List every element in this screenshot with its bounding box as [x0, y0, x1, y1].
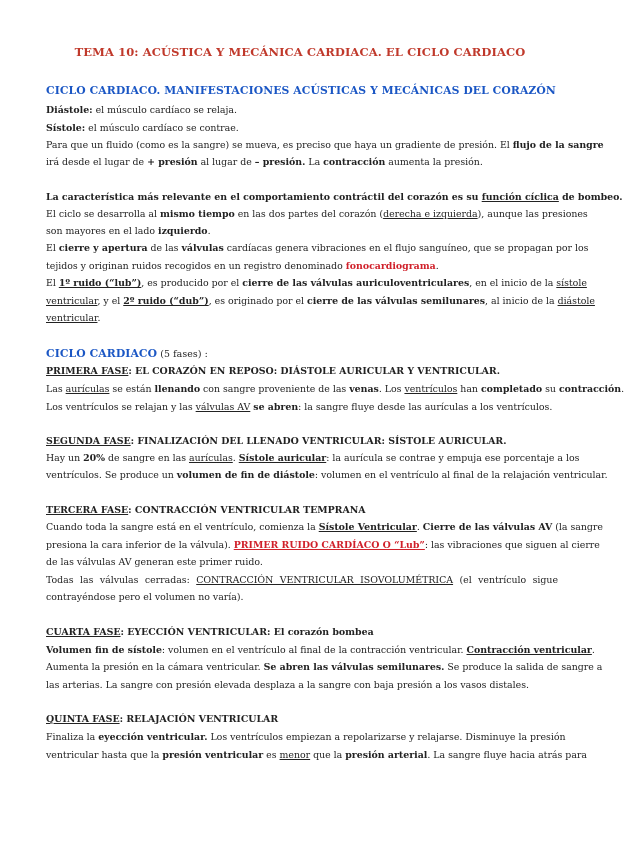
- text-span: volumen de fin de diástole: [176, 470, 315, 481]
- text-span: 20%: [83, 453, 106, 464]
- text-span: .: [416, 522, 423, 533]
- text-span: cierre de las válvulas auriculoventriculares: [242, 278, 470, 289]
- paragraph-line: [46, 226, 558, 238]
- paragraph-line: [46, 123, 558, 135]
- text-span: válvulas: [181, 243, 224, 254]
- text-span: mismo tiempo: [159, 209, 235, 220]
- phase-heading-1: [46, 366, 558, 378]
- section-heading-manifestaciones: CICLO CARDIACO. MANIFESTACIONES ACÚSTICAS Y MECÁNICAS DEL CORAZÓN: [46, 84, 556, 97]
- paragraph-line: [46, 243, 589, 255]
- paragraph-line: [46, 157, 558, 169]
- text-span: se abren: [253, 402, 299, 413]
- text-span: . La sangre fluye hacia atrás para: [427, 750, 587, 761]
- text-span: Sístole Ventricular: [318, 522, 417, 533]
- text-span: han: [457, 384, 481, 395]
- text-span: menor: [279, 750, 311, 761]
- text-span: es: [263, 750, 280, 761]
- paragraph-line: [46, 453, 580, 465]
- paragraph-line: [46, 750, 587, 762]
- paragraph-line: [46, 645, 595, 657]
- text-span: de bombeo.: [558, 192, 623, 203]
- text-span: 2º ruido (“dub”): [123, 296, 209, 307]
- text-span: El: [46, 278, 59, 289]
- text-span: El ciclo se desarrolla al: [46, 209, 160, 220]
- phase-heading-2: [46, 436, 558, 448]
- text-span: : volumen en el ventrículo al final de la relajación ventricular.: [314, 470, 608, 481]
- text-span: , es originado por el: [208, 296, 307, 307]
- text-span: cardíacas genera vibraciones en el flujo sanguíneo, que se propagan por los: [223, 243, 589, 254]
- text-span: Sístole auricular: [238, 453, 327, 464]
- text-span: que la: [310, 750, 346, 761]
- text-span: : CONTRACCIÓN VENTRICULAR TEMPRANA: [128, 505, 366, 516]
- term-diastole: Diástole:: [46, 105, 93, 116]
- text-span: Contracción ventricular: [466, 645, 592, 656]
- text-span: Finaliza la: [46, 732, 99, 743]
- paragraph-line: [46, 522, 603, 534]
- text-span: : EYECCIÓN VENTRICULAR: [120, 627, 267, 638]
- text-span: (5 fases) :: [157, 349, 208, 360]
- text-span: con sangre proveniente de las: [200, 384, 350, 395]
- text-span: contracción: [558, 384, 622, 395]
- text-span: + presión: [147, 157, 198, 168]
- text-span: izquierdo: [158, 226, 208, 237]
- phase-heading-3: [46, 505, 558, 517]
- text-span: PRIMERA FASE: [46, 366, 129, 377]
- text-span: La característica más relevante en el comportamiento contráctil del corazón es su: [46, 192, 482, 203]
- text-span: CICLO CARDIACO: [46, 347, 158, 360]
- text-span: flujo de la sangre: [512, 140, 604, 151]
- paragraph-line: [46, 296, 595, 308]
- text-span: eyección ventricular.: [98, 732, 208, 743]
- text-span: irá desde el lugar de: [46, 157, 148, 168]
- text-span: aurículas: [188, 453, 233, 464]
- paragraph-line: [46, 278, 587, 290]
- text-span: se están: [109, 384, 155, 395]
- text-span: : EL CORAZÓN EN REPOSO: DIÁSTOLE AURICULAR Y VENTRICULAR.: [128, 366, 500, 377]
- text-span: derecha e izquierda: [383, 209, 478, 220]
- text-span: válvulas AV: [195, 402, 251, 413]
- text-span: , es producido por el: [141, 278, 243, 289]
- text-span: sístole: [556, 278, 587, 289]
- text-span: QUINTA FASE: [46, 714, 120, 725]
- document-title: TEMA 10: ACÚSTICA Y MECÁNICA CARDIACA. EL CICLO CARDIACO: [74, 45, 526, 59]
- text-span: ventricular: [46, 296, 98, 307]
- text-span: son mayores en el lado: [46, 226, 159, 237]
- text-span: : las vibraciones que siguen al cierre: [424, 540, 600, 551]
- text-span: el músculo cardíaco se contrae.: [85, 123, 239, 134]
- text-span: Los ventrículos se relajan y las: [46, 402, 196, 413]
- paragraph-line: [46, 384, 624, 396]
- text-span: , al inicio de la: [485, 296, 558, 307]
- text-span: Se abren las válvulas semilunares.: [263, 662, 445, 673]
- text-span: : la sangre fluye desde las aurículas a los ventrículos.: [298, 402, 553, 413]
- text-span: : RELAJACIÓN VENTRICULAR: [119, 714, 279, 725]
- text-span: .: [232, 453, 239, 464]
- text-span: en las dos partes del corazón (: [234, 209, 384, 220]
- text-span: SEGUNDA FASE: [46, 436, 131, 447]
- text-span: completado: [480, 384, 543, 395]
- phase-heading-4: [46, 627, 558, 639]
- text-span: CONTRACCIÓN VENTRICULAR ISOVOLUMÉTRICA: [196, 575, 454, 586]
- text-span: PRIMER RUIDO CARDÍACO O “Lub”: [233, 540, 425, 551]
- text-span: aumenta la presión.: [385, 157, 483, 168]
- text-span: ventricular hasta que la: [46, 750, 163, 761]
- text-span: función cíclica: [481, 192, 559, 203]
- section-heading-ciclo-cardiaco: [46, 347, 208, 360]
- text-span: Hay un: [46, 453, 84, 464]
- term-sistole: Sístole:: [46, 123, 86, 134]
- text-span: El: [46, 243, 59, 254]
- text-span: Para que un fluido (como es la sangre) se mueva, es preciso que haya un gradiente de presión. El: [46, 140, 513, 151]
- paragraph-line: las arterias. La sangre con presión elevada desplaza a la sangre con baja presión a los vasos distales.: [46, 680, 529, 691]
- text-span: Se produce la salida de sangre a: [444, 662, 603, 673]
- text-span: Cierre de las válvulas AV: [422, 522, 553, 533]
- paragraph-line: [46, 192, 623, 204]
- text-span: : volumen en el ventrículo al final de la contracción ventricular.: [161, 645, 467, 656]
- text-span: , en el inicio de la: [469, 278, 557, 289]
- text-span: cierre de las válvulas semilunares: [307, 296, 486, 307]
- text-span: .: [591, 645, 595, 656]
- text-span: Cuando toda la sangre está en el ventrículo, comienza la: [46, 522, 319, 533]
- text-span: .: [435, 261, 439, 272]
- text-span: .: [97, 313, 101, 324]
- text-span: – presión.: [254, 157, 306, 168]
- text-span: ventricular: [46, 313, 98, 324]
- text-span: su: [542, 384, 559, 395]
- paragraph-line: de las válvulas AV generan este primer ruido.: [46, 557, 263, 568]
- text-span: presión arterial: [345, 750, 428, 761]
- text-span: Aumenta la presión en la cámara ventricular.: [46, 662, 264, 673]
- text-span: (el ventrículo sigue: [453, 575, 558, 586]
- text-span: Los ventrículos empiezan a repolarizarse y relajarse. Disminuye la presión: [207, 732, 566, 743]
- paragraph-line: [46, 540, 600, 552]
- paragraph-line: [46, 575, 558, 587]
- phase-heading-5: [46, 714, 558, 726]
- text-span: (la sangre: [552, 522, 603, 533]
- text-span: presión ventricular: [162, 750, 264, 761]
- text-span: TERCERA FASE: [46, 505, 129, 516]
- text-span: Todas las válvulas cerradas:: [46, 575, 197, 586]
- paragraph-line: [46, 105, 558, 117]
- text-span: venas: [349, 384, 379, 395]
- text-span: ), aunque las presiones: [477, 209, 588, 220]
- text-span: ventrículos: [404, 384, 458, 395]
- text-span: : El corazón bombea: [267, 627, 374, 638]
- text-span: . Los: [378, 384, 405, 395]
- paragraph-line: [46, 209, 588, 221]
- text-span: Las: [46, 384, 66, 395]
- paragraph-line: [46, 662, 603, 674]
- text-span: CUARTA FASE: [46, 627, 121, 638]
- paragraph-line: contrayéndose pero el volumen no varía).: [46, 592, 244, 603]
- text-span: tejidos y originan ruidos recogidos en un registro denominado: [46, 261, 346, 272]
- paragraph-line: [46, 313, 558, 325]
- text-span: presiona la cara inferior de la válvula).: [46, 540, 234, 551]
- text-span: : la aurícula se contrae y empuja ese porcentaje a los: [326, 453, 580, 464]
- text-span: de sangre en las: [105, 453, 189, 464]
- text-span: cierre y apertura: [58, 243, 148, 254]
- text-span: contracción: [323, 157, 386, 168]
- paragraph-line: [46, 732, 566, 744]
- text-span: de las: [147, 243, 182, 254]
- text-span: .: [621, 384, 624, 395]
- text-span: 1º ruido (“lub”): [58, 278, 142, 289]
- text-span: al lugar de: [197, 157, 255, 168]
- text-span: fonocardiograma: [345, 261, 436, 272]
- text-span: Volumen fin de sístole: [46, 645, 162, 656]
- paragraph-line: [46, 402, 558, 414]
- text-span: diástole: [557, 296, 595, 307]
- paragraph-line: [46, 140, 604, 152]
- paragraph-line: [46, 470, 608, 482]
- text-span: La: [305, 157, 324, 168]
- text-span: : FINALIZACIÓN DEL LLENADO VENTRICULAR: SÍSTOLE AURICULAR.: [130, 436, 507, 447]
- text-span: el músculo cardíaco se relaja.: [92, 105, 237, 116]
- text-span: .: [207, 226, 211, 237]
- text-span: llenando: [154, 384, 201, 395]
- paragraph-line: [46, 261, 558, 273]
- text-span: , y el: [97, 296, 124, 307]
- text-span: aurículas: [65, 384, 110, 395]
- text-span: ventrículos. Se produce un: [46, 470, 177, 481]
